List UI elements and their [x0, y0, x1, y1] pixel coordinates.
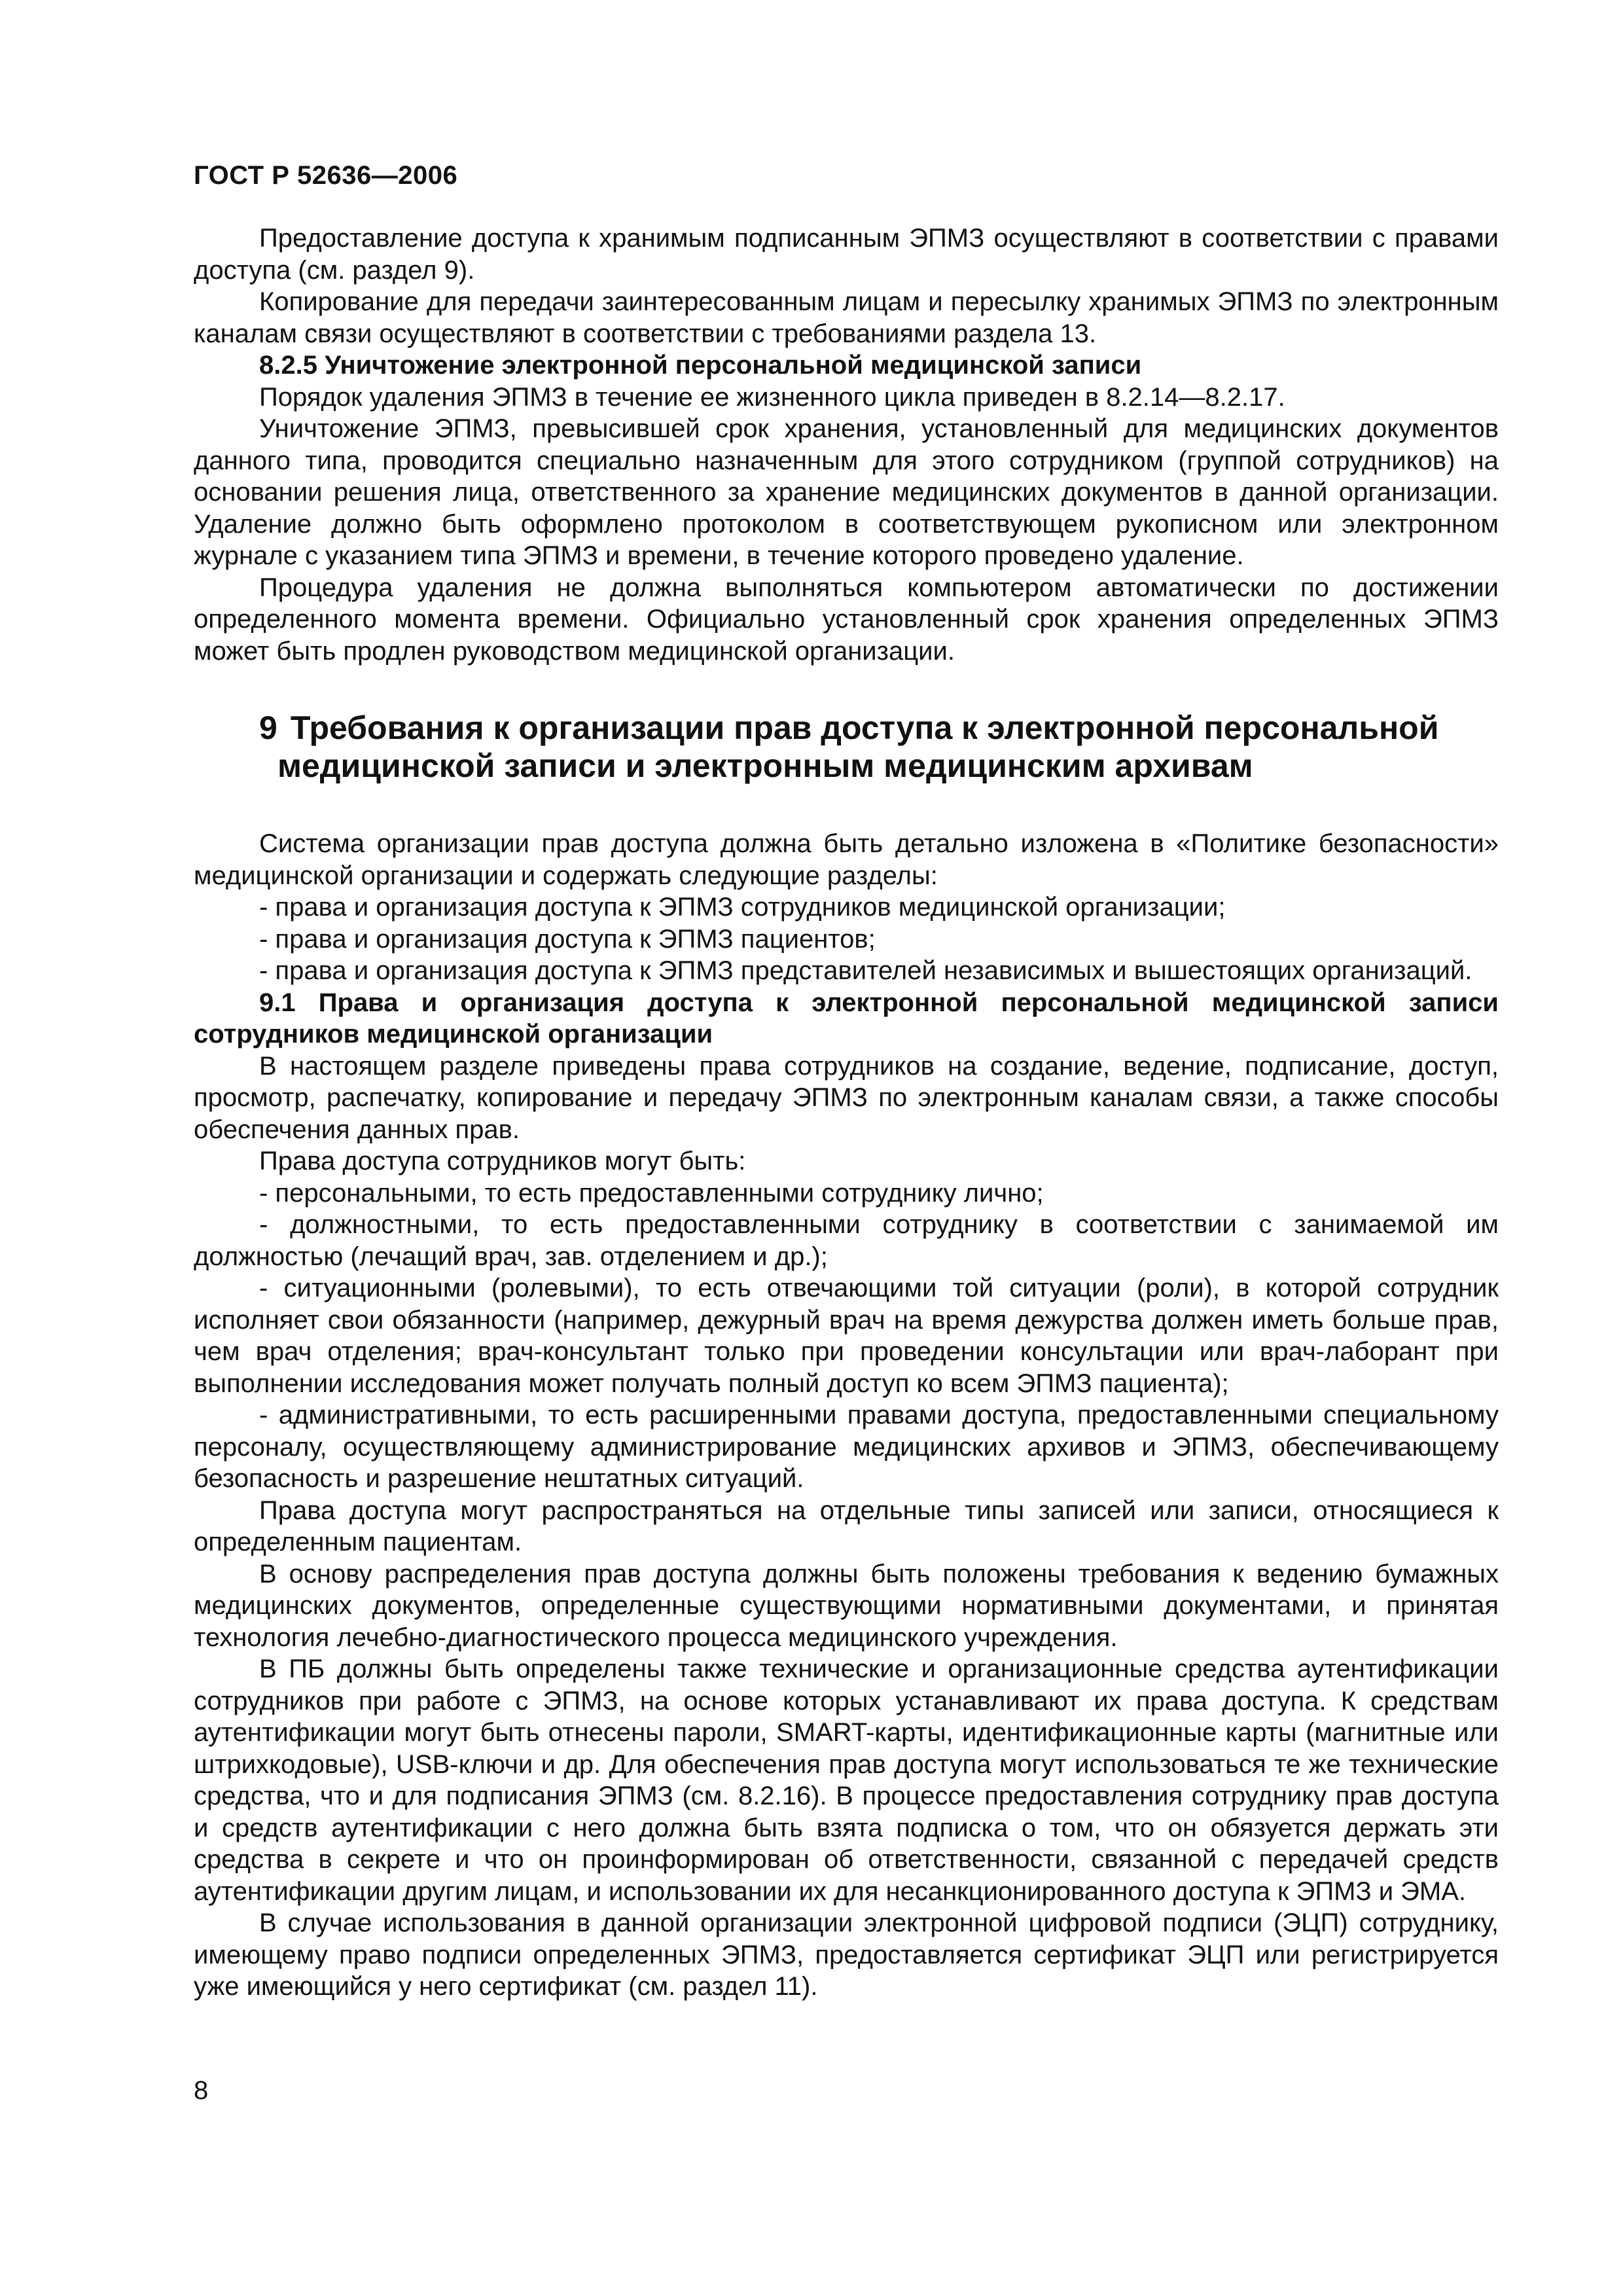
paragraph: Предоставление доступа к хранимым подписанным ЭПМЗ осуществляют в соответствии с правами доступа (см. раздел 9).	[194, 224, 1499, 285]
paragraph: Копирование для передачи заинтересованным лицам и пересылку хранимых ЭПМЗ по электронным каналам связи осуществляют в соответствии с требованиями раздела 13.	[194, 287, 1499, 348]
document-code-header: ГОСТ Р 52636—2006	[194, 161, 458, 190]
paragraph: Процедура удаления не должна выполняться компьютером автоматически по достижении определенного момента времени. Официально установленный срок хранения определенных ЭПМЗ может быть продлен руководством медицинской организации.	[194, 573, 1499, 666]
list-item: - административными, то есть расширенными правами доступа, предоставленными специальному персоналу, осуществляющему администрирование медицинских архивов и ЭПМЗ, обеспечивающему безопасность и разрешение нештатных ситуаций.	[194, 1401, 1499, 1493]
list-item: - права и организация доступа к ЭПМЗ пациентов;	[259, 924, 876, 954]
paragraph: Уничтожение ЭПМЗ, превысившей срок хранения, установленный для медицинских документов данного типа, проводится специально назначенным для этого сотрудником (группой сотрудников) на основании решения лица, ответственного за хранение медицинских документов в данной организации. Удаление должно быть оформлено протоколом в соответствующем рукописном или электронном журнале с указанием типа ЭПМЗ и времени, в течение которого проведено удаление.	[194, 414, 1499, 570]
list-item: - должностными, то есть предоставленными сотруднику в соответствии с занимаемой им должностью (лечащий врач, зав. отделением и др.);	[194, 1210, 1499, 1271]
subsection-heading-9-1: 9.1 Права и организация доступа к электронной персональной медицинской записи сотрудников медицинской организации	[194, 988, 1499, 1049]
paragraph: В основу распределения прав доступа должны быть положены требования к ведению бумажных медицинских документов, определенные существующими нормативными документами, и принятая технология лечебно-диагностического процесса медицинского учреждения.	[194, 1559, 1499, 1652]
paragraph: В настоящем разделе приведены права сотрудников на создание, ведение, подписание, доступ, просмотр, распечатку, копирование и передачу ЭПМЗ по электронным каналам связи, а также способы обеспечения данных прав.	[194, 1051, 1499, 1144]
section-title-line1: Требования к организации прав доступа к электронной персональной	[290, 709, 1439, 746]
section-title-line2: медицинской записи и электронным медицинским архивам	[277, 747, 1253, 784]
list-item: - персональными, то есть предоставленными сотруднику лично;	[259, 1178, 1044, 1208]
section-number: 9	[259, 709, 277, 746]
section-title-9	[194, 709, 1499, 785]
list-item: - ситуационными (ролевыми), то есть отвечающими той ситуации (роли), в которой сотрудник исполняет свои обязанности (например, дежурный врач на время дежурства должен иметь больше прав, чем врач отделения; врач-консультант только при проведении консультации или врач-лаборант при выполнении исследования может получать полный доступ ко всем ЭПМЗ пациента);	[194, 1274, 1499, 1398]
list-item: - права и организация доступа к ЭПМЗ представителей независимых и вышестоящих организаций.	[259, 956, 1472, 985]
paragraph: Система организации прав доступа должна быть детально изложена в «Политике безопасности» медицинской организации и содержать следующие разделы:	[194, 829, 1499, 890]
paragraph: В ПБ должны быть определены также технические и организационные средства аутентификации сотрудников при работе с ЭПМЗ, на основе которых устанавливают их права доступа. К средствам аутентификации могут быть отнесены пароли, SMART-карты, идентификационные карты (магнитные или штрихкодовые), USB-ключи и др. Для обеспечения прав доступа могут использоваться те же технические средства, что и для подписания ЭПМЗ (см. 8.2.16). В процессе предоставления сотруднику прав доступа и средств аутентификации с него должна быть взята подписка о том, что он обязуется держать эти средства в секрете и что он проинформирован об ответственности, связанной с передачей средств аутентификации другим лицам, и использовании их для несанкционированного доступа к ЭПМЗ и ЭМА.	[194, 1655, 1499, 1906]
paragraph: Права доступа сотрудников могут быть:	[259, 1147, 746, 1175]
paragraph: Права доступа могут распространяться на отдельные типы записей или записи, относящиеся к определенным пациентам.	[194, 1496, 1499, 1556]
paragraph: В случае использования в данной организации электронной цифровой подписи (ЭЦП) сотруднику, имеющему право подписи определенных ЭПМЗ, предоставляется сертификат ЭЦП или регистрируется уже имеющийся у него сертификат (см. раздел 11).	[194, 1909, 1499, 2001]
list-item: - права и организация доступа к ЭПМЗ сотрудников медицинской организации;	[259, 893, 1226, 922]
paragraph: Порядок удаления ЭПМЗ в течение ее жизненного цикла приведен в 8.2.14—8.2.17.	[259, 382, 1285, 412]
document-body	[194, 223, 1499, 2003]
subsection-heading-8-2-5: 8.2.5 Уничтожение электронной персональной медицинской записи	[259, 351, 1142, 380]
page-number: 8	[194, 2076, 209, 2105]
